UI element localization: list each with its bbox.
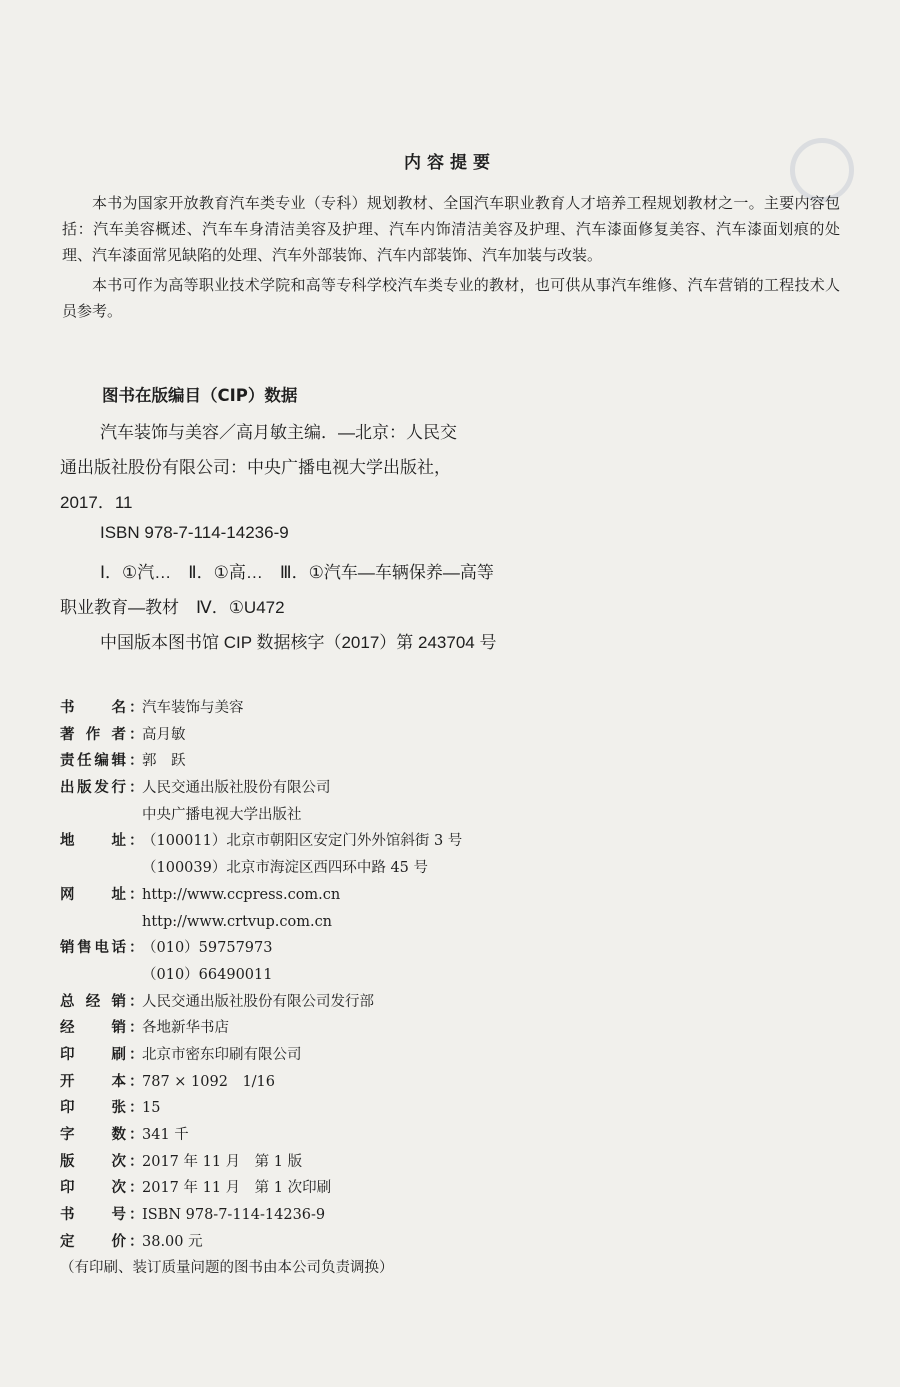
info-value: 中央广播电视大学出版社 [142, 806, 302, 823]
info-colon: ： [129, 700, 144, 716]
cip-line: 2017．11 [60, 493, 133, 512]
info-value: （100011）北京市朝阳区安定门外外馆斜街 3 号 [142, 833, 463, 850]
info-value: （100039）北京市海淀区西四环中路 45 号 [142, 860, 429, 877]
info-value: 高月敏 [142, 726, 186, 743]
info-colon: ： [129, 940, 144, 957]
info-value: 2017 年 11 月 第 1 次印刷 [142, 1180, 332, 1197]
info-row [60, 989, 394, 1016]
info-row [60, 1229, 394, 1256]
info-value: 北京市密东印刷有限公司 [142, 1046, 302, 1063]
cip-line: 汽车装饰与美容／高月敏主编．—北京：人民交 [100, 423, 457, 442]
info-colon: ： [129, 1020, 144, 1037]
info-row [60, 802, 394, 829]
info-label: 著 作 者 [60, 726, 126, 743]
info-value: 38.00 元 [142, 1233, 203, 1250]
summary-paragraph: 本书可作为高等职业技术学院和高等专科学校汽车类专业的教材，也可供从事汽车维修、汽车营销的工程技术人员参考。 [62, 276, 840, 320]
info-colon: ： [129, 886, 144, 903]
info-row [60, 775, 394, 802]
info-colon: ： [129, 1233, 144, 1250]
info-colon: ： [129, 833, 144, 850]
info-row [60, 882, 394, 909]
info-value: 341 千 [142, 1127, 189, 1143]
info-value: 2017 年 11 月 第 1 版 [142, 1153, 303, 1170]
info-colon: ： [129, 726, 144, 743]
info-label: 出 版 发 行 [60, 780, 126, 797]
info-row [60, 1122, 394, 1149]
info-row [60, 828, 463, 855]
info-label: 字 数 [60, 1127, 126, 1143]
cip-number: 中国版本图书馆 CIP 数据核字（2017）第 243704 号 [100, 633, 497, 652]
info-value: 各地新华书店 [142, 1020, 229, 1037]
info-colon: ： [129, 1100, 144, 1117]
info-row [60, 1175, 394, 1202]
cip-line: 职业教育—教材 Ⅳ．①U472 [60, 598, 285, 617]
quality-note: （有印刷、装订质量问题的图书由本公司负责调换） [60, 1260, 394, 1277]
info-value: ISBN 978-7-114-14236-9 [142, 1207, 326, 1224]
info-value: 人民交通出版社股份有限公司 [142, 780, 331, 797]
cip-title: 图书在版编目（CIP）数据 [102, 386, 298, 405]
info-value: 15 [142, 1100, 161, 1117]
info-row [60, 1069, 394, 1096]
publication-info [60, 695, 463, 1281]
info-value: （010）59757973 [142, 940, 273, 957]
info-row [60, 1095, 394, 1122]
info-label: 印 次 [60, 1180, 126, 1197]
info-colon: ： [129, 780, 144, 797]
info-label: 总 经 销 [60, 993, 126, 1010]
info-row [60, 695, 394, 722]
info-label: 印 张 [60, 1100, 126, 1117]
cip-isbn: ISBN 978-7-114-14236-9 [100, 523, 289, 542]
info-colon: ： [129, 1180, 144, 1197]
info-row [60, 855, 429, 882]
info-colon: ： [129, 1127, 144, 1143]
info-label: 地 址 [60, 833, 126, 850]
info-label: 经 销 [60, 1020, 126, 1037]
info-value: http://www.ccpress.com.cn [142, 886, 341, 903]
info-value: 郭 跃 [142, 753, 186, 770]
summary-title: 内容提要 [404, 153, 496, 173]
info-row [60, 1015, 394, 1042]
info-colon: ： [129, 1153, 144, 1170]
info-label: 销 售 电 话 [60, 940, 126, 957]
info-row [60, 909, 394, 936]
info-row [60, 1042, 394, 1069]
info-label: 版 次 [60, 1153, 126, 1170]
info-row [60, 1202, 394, 1229]
info-value: 787 × 1092 1/16 [142, 1073, 276, 1090]
info-row [60, 962, 394, 989]
info-row [60, 722, 394, 749]
info-value: 人民交通出版社股份有限公司发行部 [142, 993, 374, 1010]
info-label: 责 任 编 辑 [60, 753, 126, 770]
info-value: （010）66490011 [142, 966, 273, 983]
cip-line: Ⅰ．①汽… Ⅱ．①高… Ⅲ．①汽车—车辆保养—高等 [100, 563, 494, 582]
info-colon: ： [129, 753, 144, 770]
info-label: 定 价 [60, 1233, 126, 1250]
summary-paragraph: 本书为国家开放教育汽车类专业（专科）规划教材、全国汽车职业教育人才培养工程规划教材之一。主要内容包括：汽车美容概述、汽车车身清洁美容及护理、汽车内饰清洁美容及护理、汽车漆面修复美容、汽车漆面划痕的处理、汽车漆面常见缺陷的处理、汽车外部装饰、汽车内部装饰、汽车加装与改装。 [62, 194, 840, 264]
info-value: http://www.crtvup.com.cn [142, 913, 333, 930]
info-value: 汽车装饰与美容 [142, 700, 244, 716]
info-label: 印 刷 [60, 1046, 126, 1063]
info-colon: ： [129, 993, 144, 1010]
info-label: 书 名 [60, 700, 126, 716]
info-row [60, 1149, 394, 1176]
info-label: 开 本 [60, 1073, 126, 1090]
info-label: 书 号 [60, 1207, 126, 1224]
info-row [60, 935, 394, 962]
info-row [60, 748, 394, 775]
summary-body [62, 190, 840, 328]
info-colon: ： [129, 1207, 144, 1224]
info-colon: ： [129, 1046, 144, 1063]
info-label: 网 址 [60, 886, 126, 903]
cip-line: 通出版社股份有限公司：中央广播电视大学出版社， [60, 458, 451, 477]
info-colon: ： [129, 1073, 144, 1090]
